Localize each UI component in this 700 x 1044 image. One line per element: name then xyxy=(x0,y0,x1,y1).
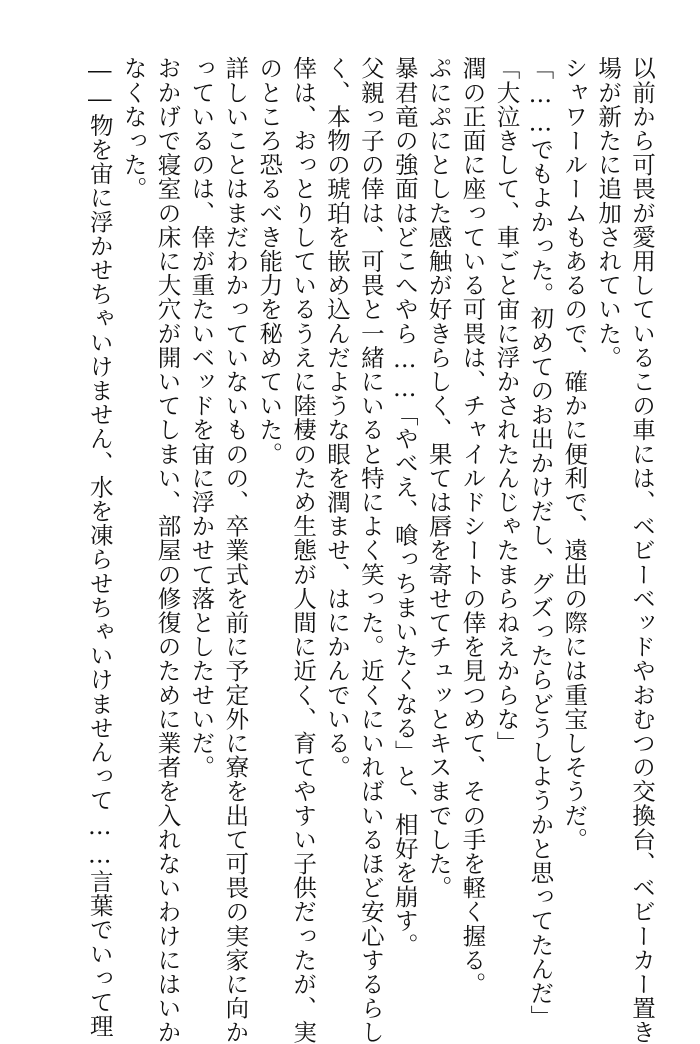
text-line-1: 以前から可畏が愛用しているこの車には、ベビーベッドやおむつの交換台、ベビーカー置き xyxy=(628,56,656,1044)
text-line-5: 「大泣きして、車ごと宙に浮かされたんじゃたまらねえからな」 xyxy=(492,56,521,755)
text-line-7: ぷにぷにとした感触が好きらしく、果ては唇を寄せてチュッとキスまでした。 xyxy=(424,56,453,900)
text-line-16: なくなった。 xyxy=(119,56,148,201)
text-line-8: 暴君竜の強面はどこへやら……「やべえ、喰っちまいたくなる」と、相好を崩す。 xyxy=(390,56,419,957)
text-line-4: 「……でもよかった。初めてのお出かけだし、グズったらどうしようかと思ってたんだ」 xyxy=(526,56,555,1029)
text-line-14: っているのは、倖が重たいベッドを宙に浮かせて落としたせいだ。 xyxy=(187,56,216,779)
text-line-15: おかげで寝室の床に大穴が開いてしまい、部屋の修復のために業者を入れないわけにはいか xyxy=(153,56,182,1044)
text-line-3: シャワールームもあるので、確かに便利で、遠出の際には重宝しそうだ。 xyxy=(560,56,589,852)
text-line-11: 倖は、おっとりしているうえに陸棲のため生態が人間に近く、育てやすい子供だったが、実 xyxy=(289,56,318,1044)
vertical-text-body xyxy=(85,56,656,1044)
text-line-10: く、本物の琥珀を嵌め込んだような眼を潤ませ、はにかんでいる。 xyxy=(322,56,351,779)
text-line-13: 詳しいことはまだわかっていないものの、卒業式を前に予定外に寮を出て可畏の実家に向か xyxy=(221,56,250,1044)
text-line-2: 場が新たに追加されていた。 xyxy=(594,56,623,370)
text-line-9: 父親っ子の倖は、可畏と一緒にいると特によく笑った。近くにいればいるほど安心するらし xyxy=(356,56,385,1044)
text-line-17: ――物を宙に浮かせちゃいけません、水を凍らせちゃいけませんって……言葉でいって理 xyxy=(85,56,114,1038)
text-line-6: 潤の正面に座っている可畏は、チャイルドシートの倖を見つめて、その手を軽く握る。 xyxy=(458,56,487,996)
text-line-12: のところ恐るべき能力を秘めていた。 xyxy=(255,56,284,466)
